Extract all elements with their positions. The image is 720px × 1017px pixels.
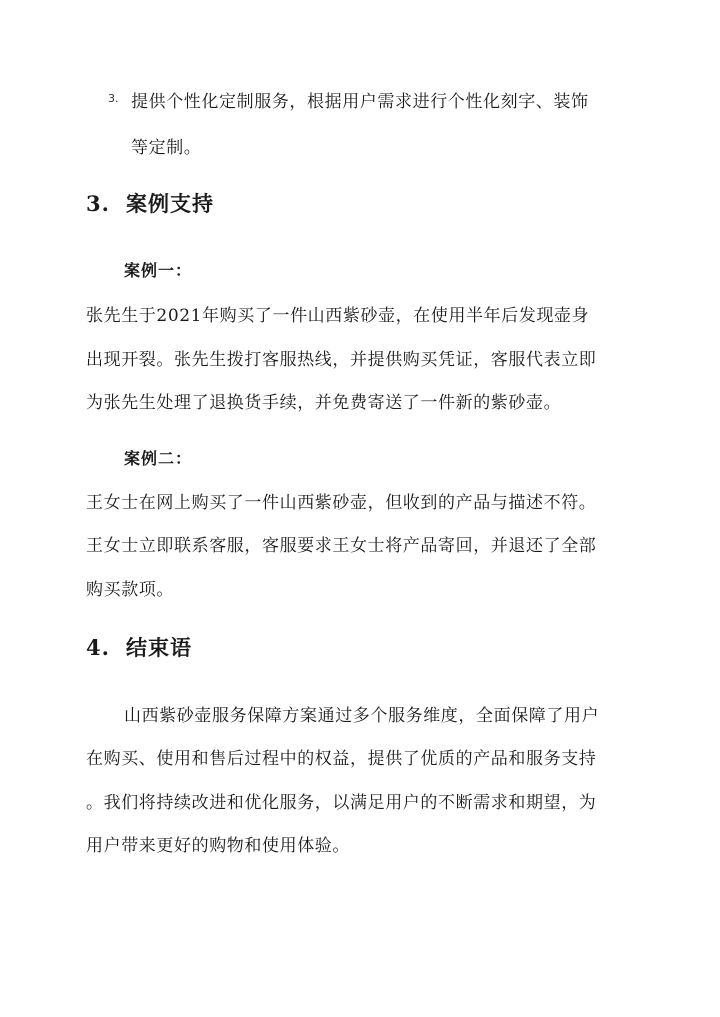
- conclusion-line-2: 在购买、使用和售后过程中的权益，提供了优质的产品和服务支持: [86, 749, 597, 769]
- section-number: 4.: [86, 635, 110, 660]
- section-heading-conclusion: [86, 632, 192, 662]
- case-2-line-3: 购买款项。: [86, 580, 174, 600]
- list-number: 3.: [108, 92, 119, 105]
- section-title: 案例支持: [126, 191, 214, 216]
- section-heading-case-support: [86, 188, 214, 218]
- list-item-text-line-2: 等定制。: [131, 138, 202, 158]
- case-2-title: 案例二：: [124, 449, 193, 468]
- case-2-line-2: 王女士立即联系客服，客服要求王女士将产品寄回，并退还了全部: [86, 536, 597, 556]
- case-2-line-1: 王女士在网上购买了一件山西紫砂壶，但收到的产品与描述不符。: [86, 493, 597, 513]
- section-number: 3.: [86, 191, 110, 216]
- conclusion-line-4: 用户带来更好的购物和使用体验。: [86, 836, 350, 856]
- case-1-line-2: 出现开裂。张先生拨打客服热线，并提供购买凭证，客服代表立即: [86, 350, 597, 370]
- list-item-text-line-1: 提供个性化定制服务，根据用户需求进行个性化刻字、装饰: [131, 92, 589, 112]
- case-1-line-3: 为张先生处理了退换货手续，并免费寄送了一件新的紫砂壶。: [86, 393, 562, 413]
- conclusion-line-1: 山西紫砂壶服务保障方案通过多个服务维度，全面保障了用户: [124, 706, 600, 726]
- section-title: 结束语: [126, 635, 192, 660]
- case-1-line-1: 张先生于2021年购买了一件山西紫砂壶，在使用半年后发现壶身: [86, 306, 590, 326]
- case-1-title: 案例一：: [124, 261, 193, 280]
- conclusion-line-3: 。我们将持续改进和优化服务，以满足用户的不断需求和期望，为: [86, 793, 597, 813]
